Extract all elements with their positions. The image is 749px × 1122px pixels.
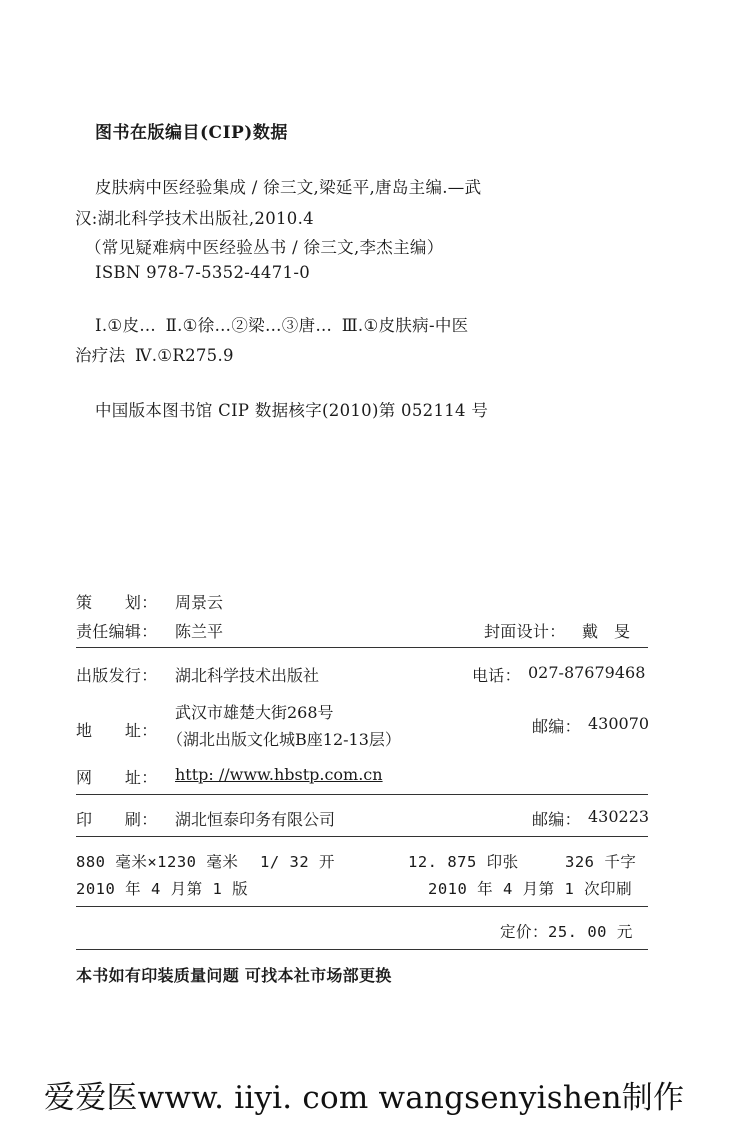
cip-classification-2: 治疗法 Ⅳ.①R275.9 — [75, 346, 234, 365]
address-line-1: 武汉市雄楚大街268号 — [175, 703, 334, 722]
editor-label: 责任编辑： — [76, 622, 158, 641]
postcode-label: 邮编： — [532, 717, 581, 736]
divider — [76, 836, 648, 837]
edition: 2010 年 4 月第 1 版 — [76, 880, 249, 898]
watermark-cn-prefix: 爱爱医 — [44, 1080, 138, 1116]
phone-label: 电话： — [472, 666, 521, 685]
format: 1/ 32 开 — [260, 853, 335, 871]
divider — [76, 949, 648, 950]
printer-label: 印 刷： — [76, 810, 158, 829]
cip-line-3: （常见疑难病中医经验丛书 / 徐三文,李杰主编） — [85, 238, 444, 257]
publisher-label: 出版发行： — [76, 666, 158, 685]
printing: 2010 年 4 月第 1 次印刷 — [428, 880, 633, 898]
planner-name: 周景云 — [175, 593, 224, 612]
word-count: 326 千字 — [565, 853, 637, 871]
editor-name: 陈兰平 — [175, 622, 224, 641]
address-line-2: （湖北出版文化城B座12-13层） — [167, 730, 401, 749]
cover-design-name: 戴 旻 — [582, 622, 631, 641]
printer-postcode-label: 邮编： — [532, 810, 581, 829]
website-link[interactable]: http: //www.hbstp.com.cn — [175, 765, 383, 784]
printed-sheets: 12. 875 印张 — [408, 853, 519, 871]
watermark — [44, 1072, 684, 1117]
planner-label: 策 划： — [76, 593, 158, 612]
printer-postcode-value: 430223 — [588, 807, 650, 826]
divider — [76, 647, 648, 648]
cip-title: 图书在版编目(CIP)数据 — [95, 123, 288, 143]
printer-name: 湖北恒泰印务有限公司 — [175, 810, 336, 829]
address-label: 地 址： — [76, 721, 158, 740]
cover-design-label: 封面设计： — [484, 622, 566, 641]
quality-notice: 本书如有印装质量问题 可找本社市场部更换 — [76, 966, 392, 985]
watermark-cn-suffix: 制作 — [621, 1080, 685, 1116]
watermark-latin: www. iiyi. com wangsenyishen — [137, 1080, 622, 1116]
price: 定价：25. 00 元 — [500, 923, 633, 941]
paper-size: 880 毫米×1230 毫米 — [76, 853, 239, 871]
cip-line-1: 皮肤病中医经验集成 / 徐三文,梁延平,唐岛主编.—武 — [95, 178, 482, 197]
cip-line-2: 汉:湖北科学技术出版社,2010.4 — [75, 209, 314, 228]
phone-value: 027-87679468 — [528, 663, 646, 682]
website-label: 网 址： — [76, 768, 158, 787]
cip-classification-1: Ⅰ.①皮… Ⅱ.①徐…②梁…③唐… Ⅲ.①皮肤病-中医 — [95, 316, 469, 335]
postcode-value: 430070 — [588, 714, 650, 733]
divider — [76, 906, 648, 907]
publisher-name: 湖北科学技术出版社 — [175, 666, 320, 685]
cip-verification: 中国版本图书馆 CIP 数据核字(2010)第 052114 号 — [95, 401, 489, 420]
divider — [76, 794, 648, 795]
cip-isbn: ISBN 978-7-5352-4471-0 — [95, 263, 311, 282]
